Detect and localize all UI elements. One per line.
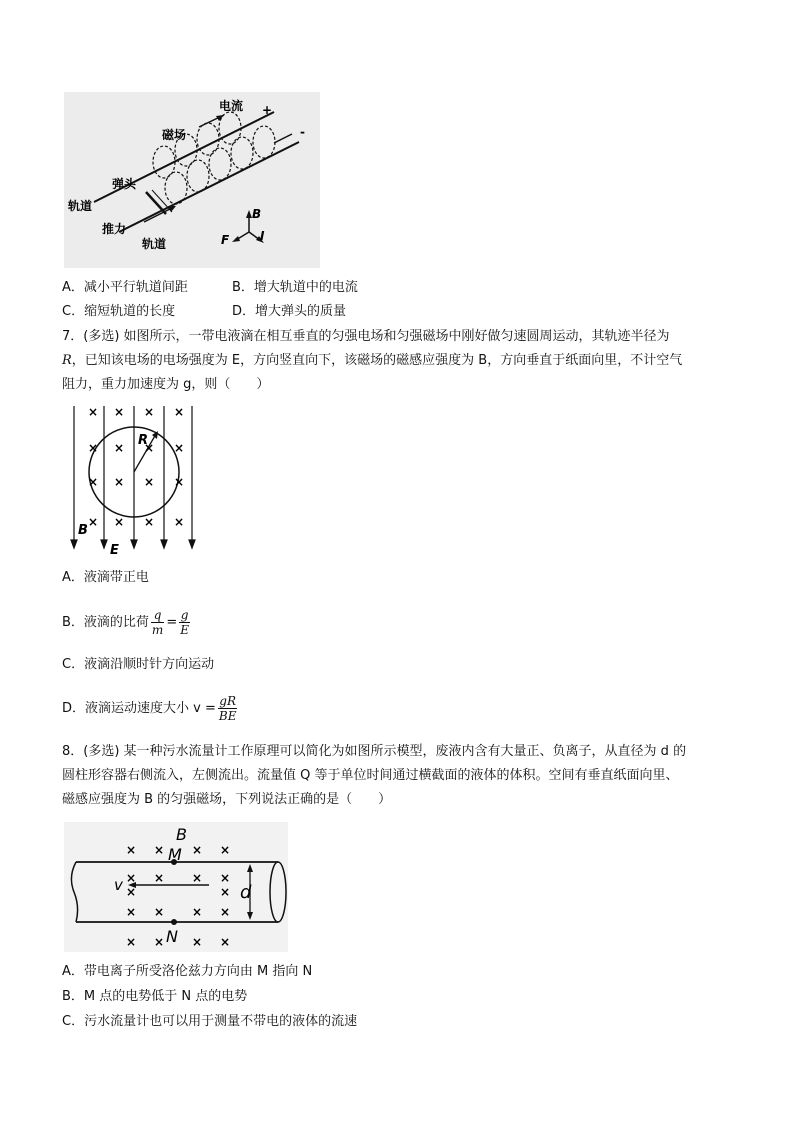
svg-text:×: × bbox=[88, 405, 99, 419]
svg-text:×: × bbox=[154, 905, 165, 919]
svg-text:×: × bbox=[174, 475, 185, 489]
svg-text:×: × bbox=[144, 475, 155, 489]
label-projectile: 弹头 bbox=[112, 177, 137, 191]
svg-text:×: × bbox=[220, 935, 231, 949]
q7-diagram bbox=[64, 402, 200, 564]
q7-option-d: D．液滴运动速度大小 v = $\frac{gR}{BE}$ bbox=[62, 694, 237, 723]
label-thrust: 推力 bbox=[102, 222, 127, 236]
label-B: B bbox=[78, 523, 88, 538]
q7-option-b: B．液滴的比荷 $\frac{q}{m}$ = $\frac{g}{E}$ bbox=[62, 608, 189, 637]
svg-text:×: × bbox=[154, 843, 165, 857]
label-minus: - bbox=[300, 125, 305, 139]
charge-mass-ratio: $\frac{q}{m}$ bbox=[151, 608, 164, 637]
label-rail-left: 轨道 bbox=[68, 199, 93, 213]
svg-text:×: × bbox=[174, 441, 185, 455]
q6-option-c: C．缩短轨道的长度 bbox=[62, 304, 176, 319]
flowmeter-diagram bbox=[64, 822, 288, 952]
svg-text:×: × bbox=[174, 515, 185, 529]
svg-text:×: × bbox=[126, 935, 137, 949]
q8-stem-line2: 圆柱形容器右侧流入，左侧流出。流量值 Q 等于单位时间通过横截面的液体的体积。空间有垂直纸面向里、 bbox=[62, 768, 679, 783]
svg-text:×: × bbox=[154, 935, 165, 949]
svg-text:×: × bbox=[220, 871, 231, 885]
magnetic-field-crosses bbox=[88, 405, 184, 529]
svg-text:×: × bbox=[192, 843, 203, 857]
point-N bbox=[171, 919, 177, 925]
svg-text:×: × bbox=[88, 515, 99, 529]
pipe-end bbox=[270, 862, 286, 922]
svg-text:×: × bbox=[126, 905, 137, 919]
label-field: 磁场 bbox=[162, 128, 187, 142]
label-N: N bbox=[166, 927, 178, 946]
svg-text:×: × bbox=[144, 441, 155, 455]
svg-text:×: × bbox=[144, 405, 155, 419]
railgun-diagram bbox=[64, 92, 320, 268]
q6-option-b: B．增大轨道中的电流 bbox=[232, 280, 358, 295]
q8-option-a: A．带电离子所受洛伦兹力方向由 M 指向 N bbox=[62, 964, 313, 979]
axis-I: I bbox=[260, 229, 265, 243]
q6-option-d: D．增大弹头的质量 bbox=[232, 304, 347, 319]
svg-text:×: × bbox=[126, 871, 137, 885]
svg-text:×: × bbox=[154, 871, 165, 885]
label-R: R bbox=[138, 433, 149, 448]
q7-option-a: A．液滴带正电 bbox=[62, 570, 149, 585]
railgun-figure bbox=[64, 92, 320, 268]
svg-text:×: × bbox=[126, 885, 137, 899]
svg-text:×: × bbox=[174, 405, 185, 419]
label-E: E bbox=[110, 543, 119, 558]
svg-text:×: × bbox=[220, 843, 231, 857]
svg-text:×: × bbox=[114, 441, 125, 455]
svg-text:×: × bbox=[114, 475, 125, 489]
q7-stem-line2: R，已知该电场的电场强度为 E，方向竖直向下，该磁场的磁感应强度为 B，方向垂直于纸面向里，不计空气 bbox=[62, 353, 683, 368]
g-over-E: $\frac{g}{E}$ bbox=[180, 608, 189, 637]
q8-option-b: B．M 点的电势低于 N 点的电势 bbox=[62, 989, 248, 1004]
axis-F: F bbox=[221, 233, 230, 247]
q7-stem-line3: 阻力，重力加速度为 g，则（ ） bbox=[62, 377, 270, 392]
svg-text:×: × bbox=[88, 441, 99, 455]
label-plus: + bbox=[262, 103, 273, 117]
svg-text:×: × bbox=[144, 515, 155, 529]
svg-text:×: × bbox=[192, 871, 203, 885]
label-d: d bbox=[240, 882, 252, 903]
axis-B: B bbox=[252, 207, 262, 221]
magnetic-field-loops bbox=[153, 112, 275, 204]
q7-option-c: C．液滴沿顺时针方向运动 bbox=[62, 657, 215, 672]
label-rail-bottom: 轨道 bbox=[142, 237, 167, 251]
svg-text:×: × bbox=[114, 405, 125, 419]
q7-stem-line1: 7．(多选) 如图所示，一带电液滴在相互垂直的匀强电场和匀强磁场中刚好做匀速圆周运动，其轨迹半径为 bbox=[62, 329, 670, 344]
q8-stem-line3: 磁感应强度为 B 的匀强磁场，下列说法正确的是（ ） bbox=[62, 792, 392, 807]
flowmeter-figure bbox=[64, 822, 288, 952]
q7-var-R: R bbox=[62, 353, 72, 368]
q8-stem-line1: 8．(多选) 某一种污水流量计工作原理可以简化为如图所示模型，废液内含有大量正、负离子，从直径为 d 的 bbox=[62, 744, 687, 759]
label-M: M bbox=[168, 845, 182, 864]
svg-text:×: × bbox=[220, 885, 231, 899]
svg-text:×: × bbox=[220, 905, 231, 919]
label-current: 电流 bbox=[219, 99, 244, 113]
svg-text:×: × bbox=[114, 515, 125, 529]
svg-text:×: × bbox=[192, 935, 203, 949]
q8-option-c: C．污水流量计也可以用于测量不带电的液体的流速 bbox=[62, 1014, 358, 1029]
label-v: v bbox=[114, 876, 123, 894]
svg-text:×: × bbox=[88, 475, 99, 489]
svg-text:×: × bbox=[192, 905, 203, 919]
q7-field-figure bbox=[64, 402, 200, 564]
label-B: B bbox=[176, 825, 187, 844]
q6-option-a: A．减小平行轨道间距 bbox=[62, 280, 188, 295]
projectile bbox=[146, 192, 166, 214]
speed-formula: $\frac{gR}{BE}$ bbox=[218, 694, 237, 723]
svg-text:×: × bbox=[126, 843, 137, 857]
